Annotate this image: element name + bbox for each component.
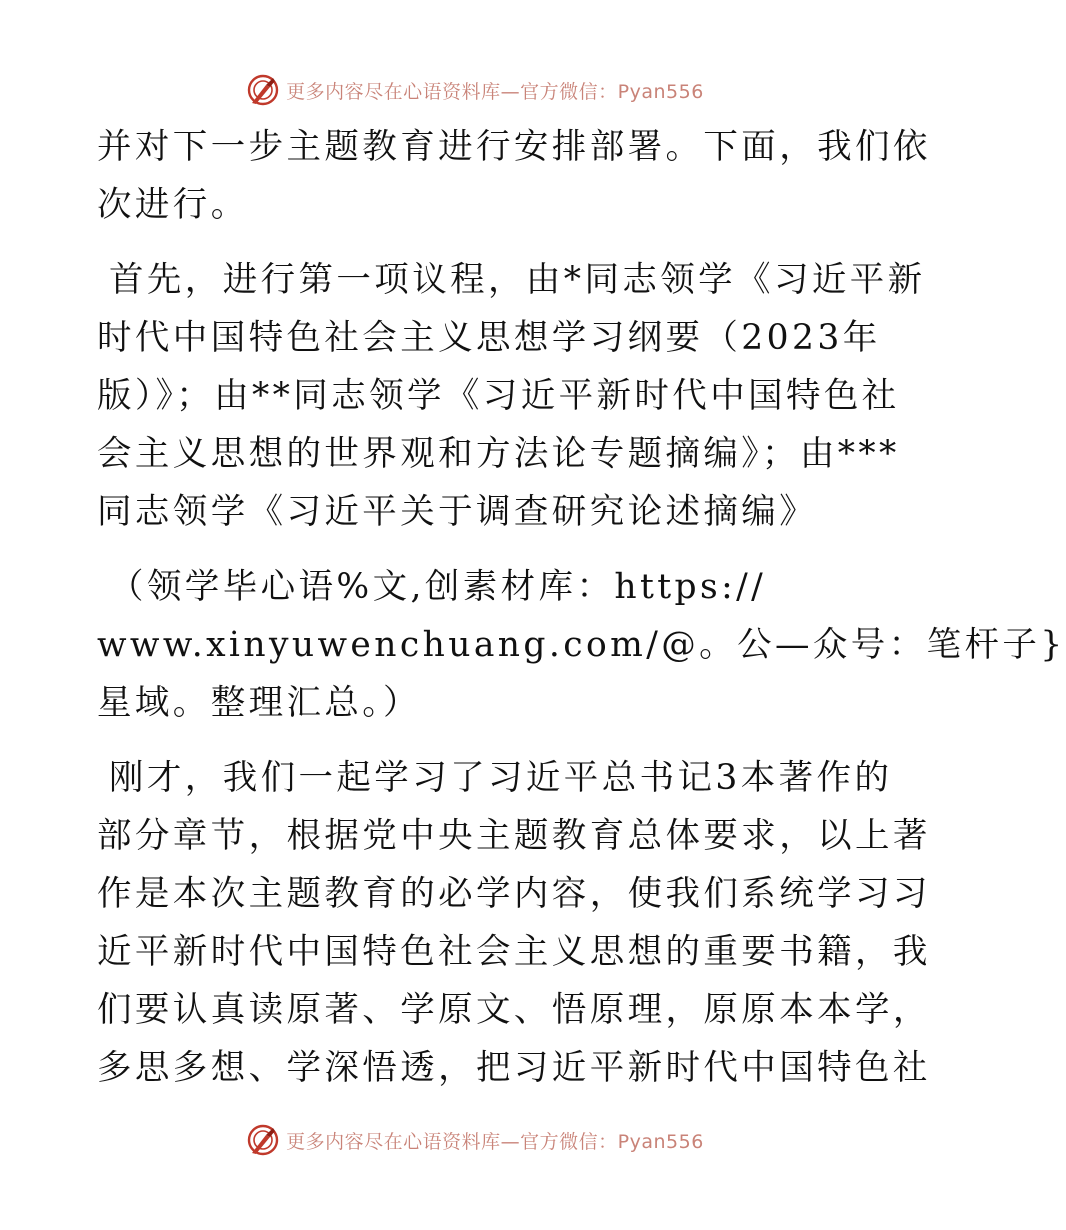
paragraph-4: [97, 749, 931, 1097]
paragraph-3: [97, 558, 1066, 732]
footer-watermark: [0, 1120, 950, 1160]
text-line: 们要认真读原著、学原文、悟原理，原原本本学，: [97, 990, 931, 1030]
text-line: （领学毕心语%文,创素材库：https://: [109, 567, 767, 607]
text-line: 近平新时代中国特色社会主义思想的重要书籍，我: [97, 932, 931, 972]
paragraph-1: [97, 118, 931, 234]
text-line: 星域。整理汇总。）: [97, 683, 421, 723]
text-line: 时代中国特色社会主义思想学习纲要（2023年: [97, 318, 881, 358]
pen-logo-icon: [246, 73, 280, 107]
text-line: 版）》；由**同志领学《习近平新时代中国特色社: [97, 376, 900, 416]
text-line: 同志领学《习近平关于调查研究论述摘编》: [97, 492, 818, 532]
header-watermark: [0, 70, 950, 110]
text-line: 部分章节，根据党中央主题教育总体要求，以上著: [97, 816, 931, 856]
watermark-text: 更多内容尽在心语资料库—官方微信：Pyan556: [286, 80, 704, 103]
document-body: [97, 118, 1066, 1097]
paragraph-2: [97, 251, 926, 541]
text-line: 次进行。: [97, 185, 249, 225]
text-line: 多思多想、学深悟透，把习近平新时代中国特色社: [97, 1048, 931, 1088]
text-line: 会主义思想的世界观和方法论专题摘编》；由***: [97, 434, 900, 474]
text-line: 并对下一步主题教育进行安排部署。下面，我们依: [97, 127, 931, 167]
text-line: 作是本次主题教育的必学内容，使我们系统学习习: [97, 874, 931, 914]
watermark-text: 更多内容尽在心语资料库—官方微信：Pyan556: [286, 1130, 704, 1153]
text-line: www.xinyuwenchuang.com/@。公—众号：笔杆子}: [97, 625, 1066, 665]
text-line: 刚才，我们一起学习了习近平总书记3本著作的: [109, 758, 893, 798]
text-line: 首先，进行第一项议程，由*同志领学《习近平新: [109, 260, 926, 300]
pen-logo-icon: [246, 1123, 280, 1157]
